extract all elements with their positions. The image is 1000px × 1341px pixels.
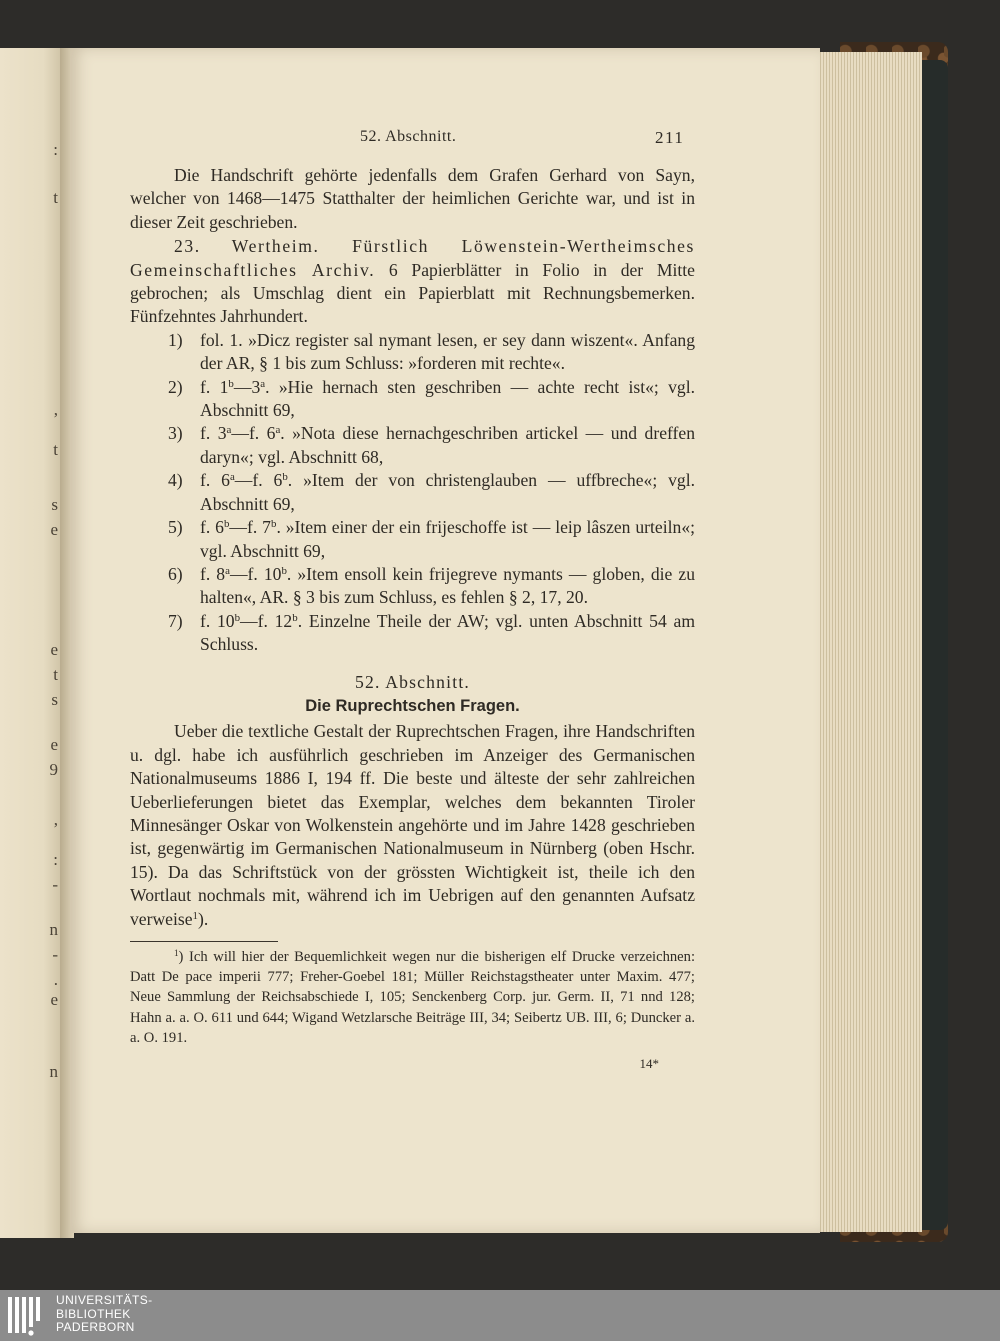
facing-page-fragment: e	[50, 990, 58, 1009]
entry-description: 6 Papierblätter in Folio in der Mitte gebrochen; als Umschlag dient ein Papierblatt mit Rechnungsbemerken. Fünfzehntes Jahrhundert.	[130, 259, 695, 327]
library-name	[56, 1294, 153, 1335]
entry-number: 23.	[174, 236, 201, 257]
paragraph-text: Ueber die textliche Gestalt der Ruprechtschen Fragen, ihre Handschriften u. dgl. habe ich ausführlich geschrieben im Anzeiger des Germanischen Nationalmuseums 1886 I, 194 ff. Die beste und älteste der sehr zahlreichen Ueberlieferungen bietet das Exemplar, welches dem bekannten Tiroler Minnesänger Oskar von Wolkenstein angehörte und im Jahre 1428 geschrieben ist, gegenwärtig im Germanischen Nationalmuseum in Nürnberg (oben Hschr. 15). Da das Schriftstück von der grössten Wichtigkeit ist, theile ich den Wortlaut nochmals mit, während ich im Uebrigen auf den genannten Aufsatz verweise	[130, 721, 695, 929]
footnote-marker: 1	[174, 948, 179, 959]
running-header	[70, 128, 820, 152]
superscript: b	[282, 471, 288, 484]
item-text: —f. 10	[229, 563, 282, 584]
facing-page-fragment: ,	[53, 810, 58, 829]
item-number: 6)	[168, 563, 183, 584]
facing-page-fragment: t	[53, 665, 58, 684]
facing-page-fragment: :	[53, 140, 58, 159]
body-text	[130, 164, 695, 1075]
entry-paragraph	[130, 235, 695, 329]
item-text: f. 8	[200, 563, 226, 584]
superscript: a	[229, 471, 235, 484]
superscript: b	[223, 518, 230, 531]
facing-page-fragment: s	[51, 690, 58, 709]
facing-page-fragment: 9	[49, 760, 58, 779]
superscript: b	[270, 518, 277, 531]
superscript: a	[226, 424, 232, 437]
superscript: b	[228, 377, 234, 390]
superscript: a	[260, 377, 266, 390]
item-number: 1)	[168, 329, 183, 350]
item-text: f. 6	[200, 470, 230, 491]
intro-paragraph: Die Handschrift gehörte jedenfalls dem Grafen Gerhard von Sayn, welcher von 1468—1475 Statthalter der heimlichen Gerichte war, und ist in dieser Zeit geschrieben.	[130, 165, 695, 232]
list-item	[130, 376, 695, 423]
item-text: . »Hie hernach sten geschriben — achte recht ist«; vgl. Abschnitt 69,	[200, 376, 696, 421]
facing-page-fragment: e	[50, 520, 58, 539]
facing-page-fragment: n	[49, 1062, 58, 1081]
facing-page-fragment: -	[52, 875, 58, 894]
page-number: 211	[655, 128, 685, 147]
superscript: b	[292, 611, 298, 624]
item-text: f. 6	[200, 517, 224, 538]
section-title: 52. Abschnitt.	[354, 671, 471, 692]
item-text: . Einzelne Theile der AW; vgl. unten Abschnitt 54 am Schluss.	[200, 610, 696, 655]
item-text: . »Item ensoll kein frijegreve nymants — globen, die zu halten«, AR. § 3 bis zum Schluss, es fehlen § 2, 17, 20.	[200, 563, 696, 608]
superscript: a	[225, 564, 230, 577]
page-edges	[818, 52, 922, 1232]
item-text: —f. 6	[231, 423, 276, 444]
superscript: a	[275, 424, 281, 437]
right-page	[70, 48, 820, 1233]
item-text: . »Item einer der ein frijeschoffe ist — leip lâszen urteiln«; vgl. Abschnitt 69,	[200, 517, 695, 561]
library-name-line: BIBLIOTHEK	[56, 1306, 131, 1321]
list-item	[130, 422, 695, 469]
facing-page-fragment: -	[52, 945, 58, 964]
item-text: . »Item der von christenglauben — uffbreche«; vgl. Abschnitt 69,	[200, 470, 695, 514]
item-text: —3	[233, 376, 261, 397]
list-item	[130, 329, 695, 376]
item-number: 5)	[168, 517, 183, 538]
folio-list	[130, 329, 695, 657]
footnote	[130, 947, 695, 1048]
running-head-section: 52. Abschnitt.	[360, 128, 457, 145]
item-text: f. 10	[200, 610, 235, 631]
item-text: —f. 12	[240, 610, 293, 631]
facing-page-fragment: ,	[53, 400, 58, 419]
cover-spine-strip	[918, 60, 948, 1230]
superscript: b	[234, 611, 241, 624]
facing-page-fragment: :	[53, 850, 58, 869]
entry-location: Wertheim. Fürstlich Löwenstein-Wertheimsches Gemeinschaftliches Archiv.	[130, 236, 695, 280]
facing-page-fragment: n	[49, 920, 58, 939]
footnote-rule	[130, 941, 278, 942]
footnote-reference: 1	[192, 909, 198, 922]
facing-page-fragment: e	[50, 640, 58, 659]
section-subtitle: Die Ruprechtschen Fragen.	[305, 696, 520, 715]
list-item	[130, 610, 695, 657]
main-paragraph	[130, 720, 695, 931]
item-text: f. 3	[200, 423, 227, 444]
item-text: —f. 7	[229, 517, 271, 538]
item-number: 4)	[168, 470, 183, 491]
item-number: 2)	[168, 376, 183, 397]
left-page	[0, 48, 62, 1238]
facing-page-fragment: e	[50, 735, 58, 754]
footnote-text: ) Ich will hier der Bequemlichkeit wegen nur die bisherigen elf Drucke verzeichnen: Datt De pace imperii 777; Freher-Goebel 181; Müller Reichstagstheater unter Maxim. 477; Neue Sammlung der Reichsabschiede I, 105; Senckenberg Corp. jur. Germ. II, 71 nnd 128; Hahn a. a. O. 611 und 644; Wigand Wetzlarsche Beiträge III, 34; Seibertz UB. III, 6; Duncker a. a. O. 191.	[130, 949, 695, 1046]
facing-page-fragment: t	[53, 440, 58, 459]
facing-page-fragment: s	[51, 495, 58, 514]
library-name-line: UNIVERSITÄTS-	[56, 1293, 153, 1307]
facing-page-fragment: .	[53, 970, 58, 989]
item-number: 7)	[168, 610, 183, 631]
superscript: b	[281, 564, 287, 577]
item-text: . »Nota diese hernachgeschriben artickel — und dreffen daryn«; vgl. Abschnitt 68,	[200, 423, 696, 467]
item-text: fol. 1. »Dicz register sal nymant lesen, er sey dann wiszent«. Anfang der AR, § 1 bis zum Schluss: »forderen mit rechte«.	[200, 329, 695, 374]
list-item	[130, 469, 695, 516]
paragraph-end: ).	[197, 908, 209, 929]
item-text: f. 1	[200, 376, 229, 397]
list-item	[130, 516, 695, 563]
item-number: 3)	[168, 423, 183, 444]
library-footer	[0, 1290, 1000, 1341]
signature-mark: 14*	[639, 1056, 659, 1072]
library-logo-icon	[6, 1293, 46, 1337]
item-text: —f. 6	[234, 470, 283, 491]
list-item	[130, 563, 695, 610]
facing-page-fragment: t	[53, 188, 58, 207]
library-name-line: PADERBORN	[56, 1320, 135, 1334]
